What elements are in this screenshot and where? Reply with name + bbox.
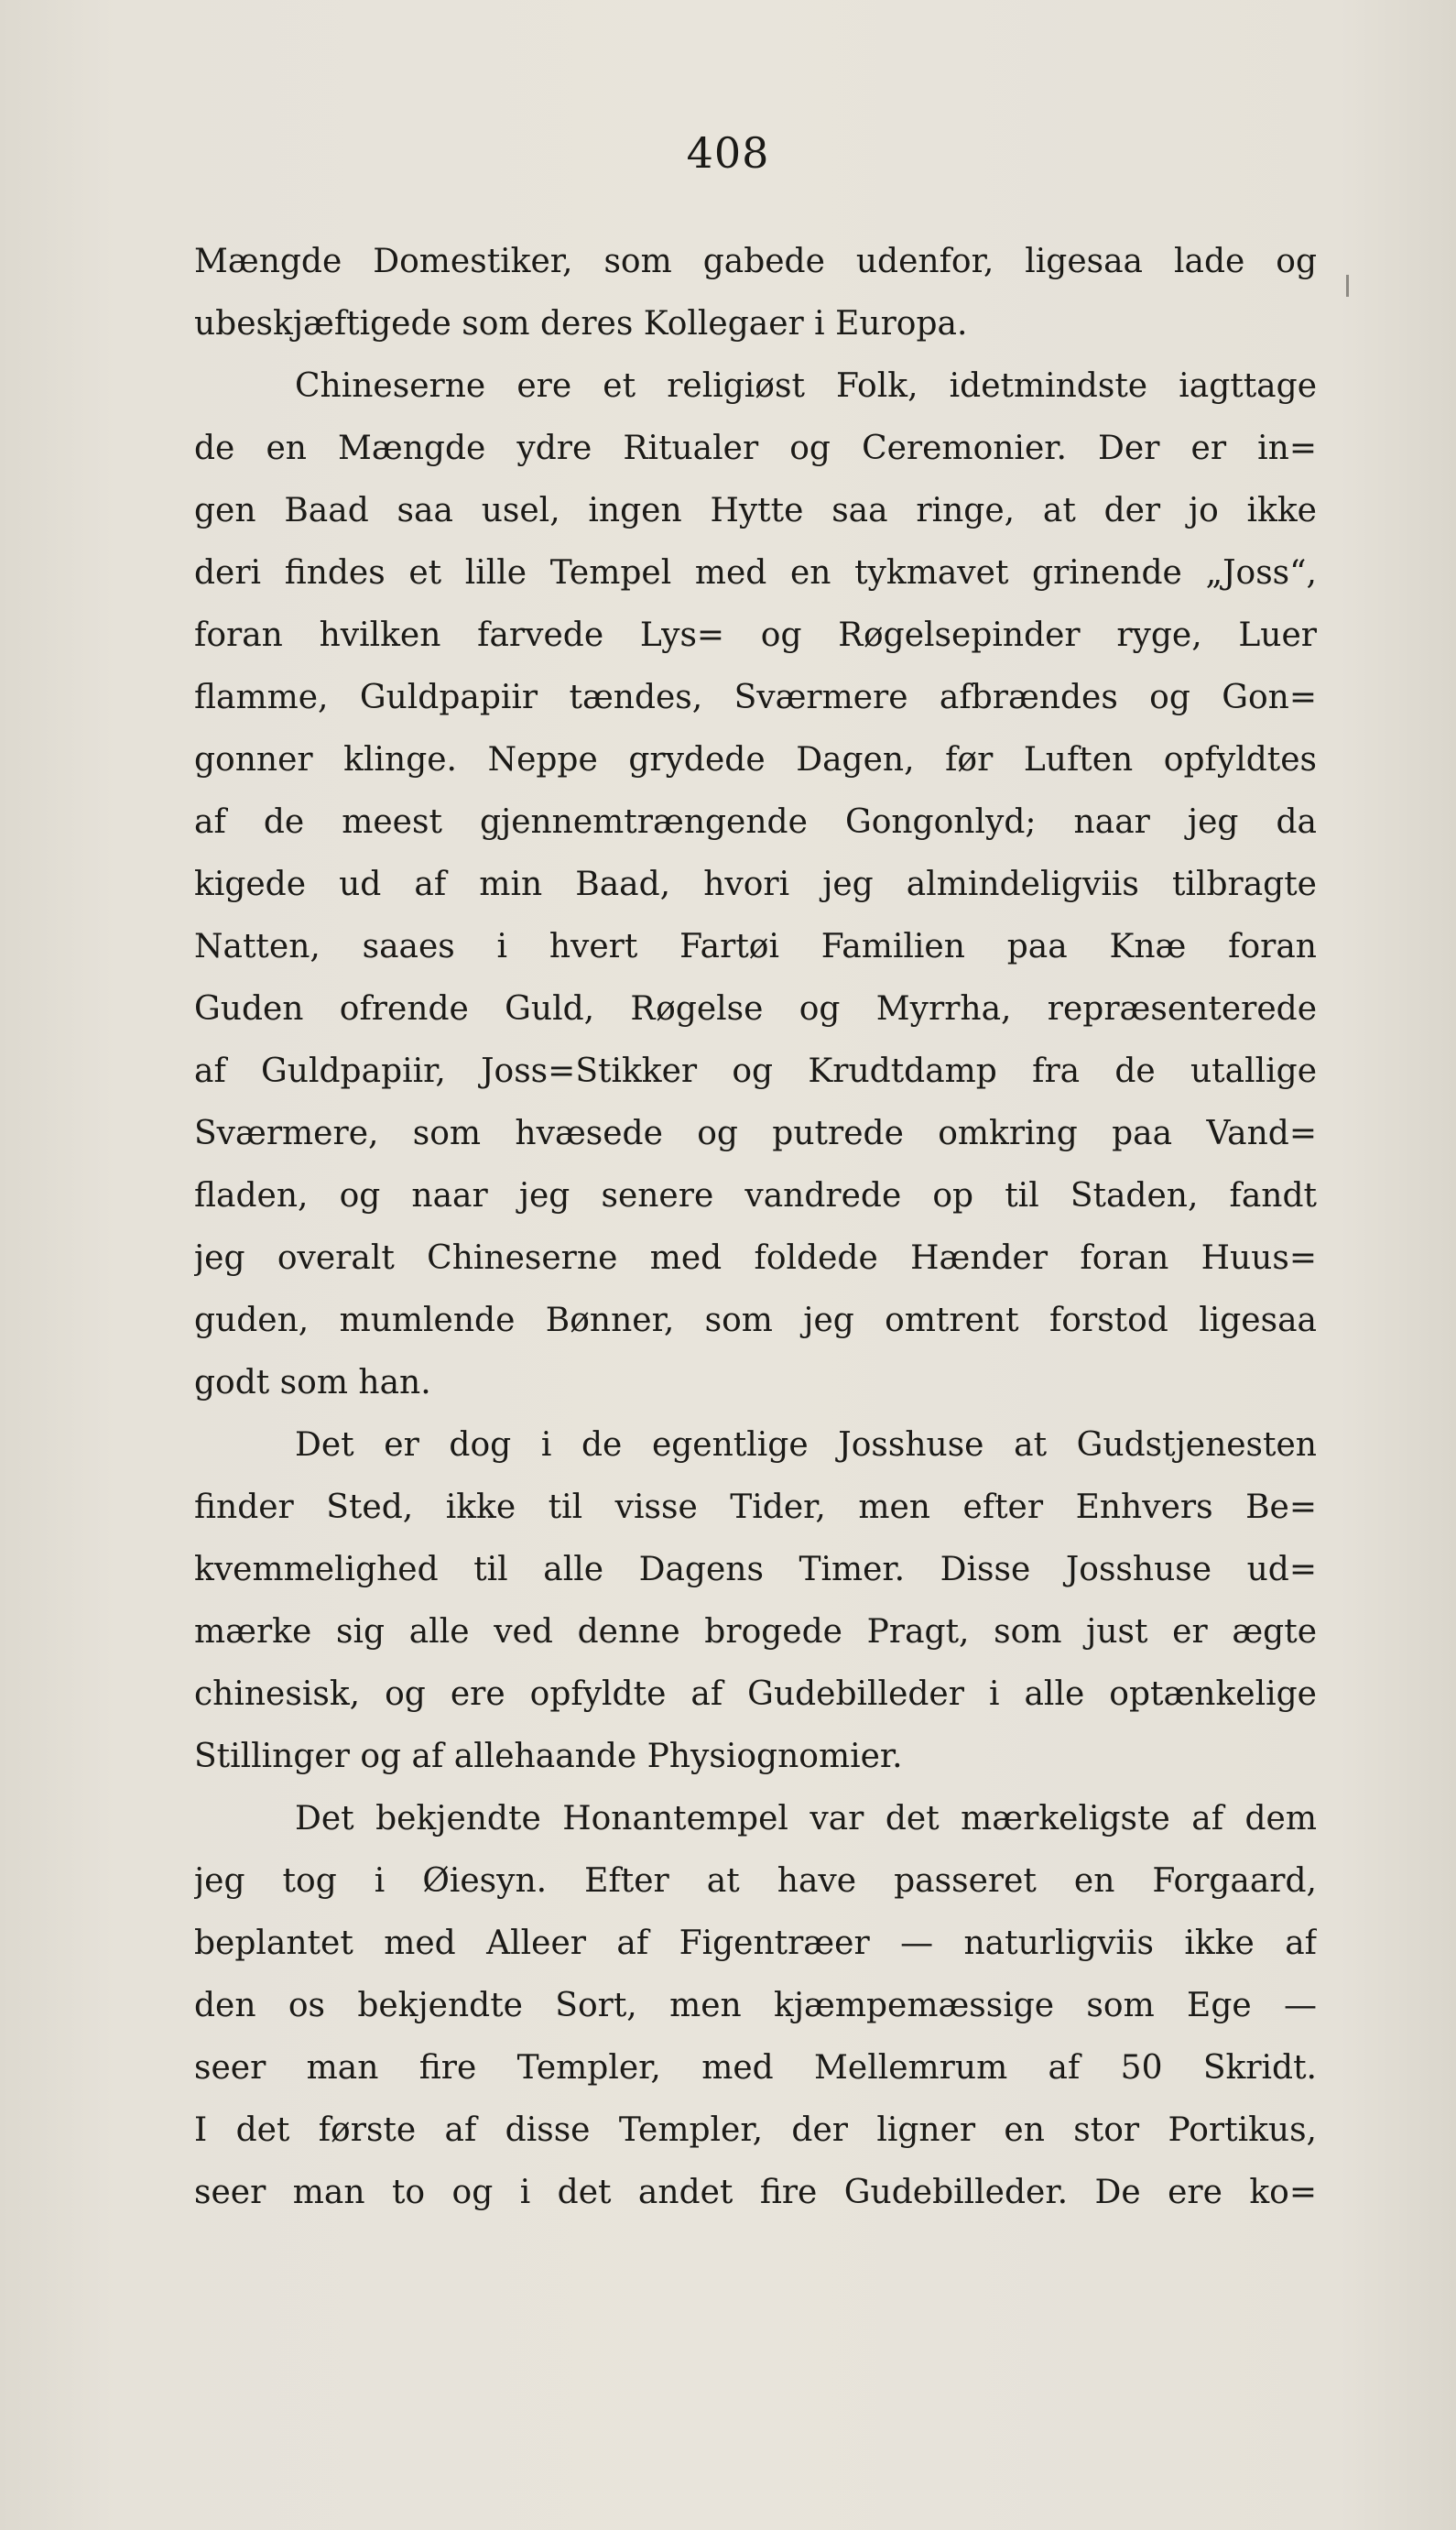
text-line: ubeskjæftigede som deres Kollegaer i Europa.: [194, 305, 968, 343]
text-line: af Guldpapiir, Joss=Stikker og Krudtdamp fra de utallige: [194, 1052, 1317, 1090]
text-line: beplantet med Alleer af Figentræer — naturligviis ikke af: [194, 1925, 1317, 1962]
text-line: den os bekjendte Sort, men kjæmpemæssige som Ege —: [194, 1987, 1317, 2024]
text-line: jeg overalt Chineserne med foldede Hænder foran Huus=: [194, 1239, 1317, 1277]
text-line: chinesisk, og ere opfyldte af Gudebilleder i alle optænkelige: [194, 1675, 1317, 1713]
text-line: kvemmelighed til alle Dagens Timer. Disse Josshuse ud=: [194, 1551, 1317, 1588]
text-line: seer man fire Templer, med Mellemrum af 50 Skridt.: [194, 2049, 1317, 2087]
text-line: mærke sig alle ved denne brogede Pragt, som just er ægte: [194, 1613, 1317, 1651]
text-line: gen Baad saa usel, ingen Hytte saa ringe, at der jo ikke: [194, 492, 1317, 529]
text-line: Det bekjendte Honantempel var det mærkeligste af dem: [295, 1800, 1317, 1838]
body-text: [194, 231, 1317, 2224]
text-line: guden, mumlende Bønner, som jeg omtrent forstod ligesaa: [194, 1302, 1317, 1339]
text-line: godt som han.: [194, 1364, 431, 1401]
text-line: deri findes et lille Tempel med en tykmavet grinende „Joss“,: [194, 554, 1317, 592]
text-line: fladen, og naar jeg senere vandrede op til Staden, fandt: [194, 1177, 1317, 1215]
text-line: seer man to og i det andet fire Gudebilleder. De ere ko=: [194, 2174, 1317, 2211]
text-line: de en Mængde ydre Ritualer og Ceremonier. Der er in=: [194, 430, 1317, 467]
text-line: gonner klinge. Neppe grydede Dagen, før Luften opfyldtes: [194, 741, 1317, 779]
text-line: jeg tog i Øiesyn. Efter at have passeret en Forgaard,: [194, 1862, 1317, 1900]
text-line: Mængde Domestiker, som gabede udenfor, ligesaa lade og: [194, 243, 1317, 280]
page-number: 408: [686, 128, 770, 178]
text-line: foran hvilken farvede Lys= og Røgelsepinder ryge, Luer: [194, 616, 1317, 654]
margin-mark: [1346, 275, 1349, 297]
text-line: Natten, saaes i hvert Fartøi Familien paa Knæ foran: [194, 928, 1317, 965]
text-line: af de meest gjennemtrængende Gongonlyd; naar jeg da: [194, 803, 1317, 841]
text-line: kigede ud af min Baad, hvori jeg almindeligviis tilbragte: [194, 866, 1317, 903]
text-line: I det første af disse Templer, der ligner en stor Portikus,: [194, 2111, 1317, 2149]
text-line: flamme, Guldpapiir tændes, Sværmere afbrændes og Gon=: [194, 679, 1317, 716]
text-line: Det er dog i de egentlige Josshuse at Gudstjenesten: [295, 1426, 1317, 1464]
text-line: finder Sted, ikke til visse Tider, men efter Enhvers Be=: [194, 1489, 1317, 1526]
text-line: Chineserne ere et religiøst Folk, idetmindste iagttage: [295, 367, 1317, 405]
text-line: Stillinger og af allehaande Physiognomier.: [194, 1738, 903, 1775]
text-line: Sværmere, som hvæsede og putrede omkring paa Vand=: [194, 1115, 1317, 1152]
text-line: Guden ofrende Guld, Røgelse og Myrrha, repræsenterede: [194, 990, 1317, 1028]
